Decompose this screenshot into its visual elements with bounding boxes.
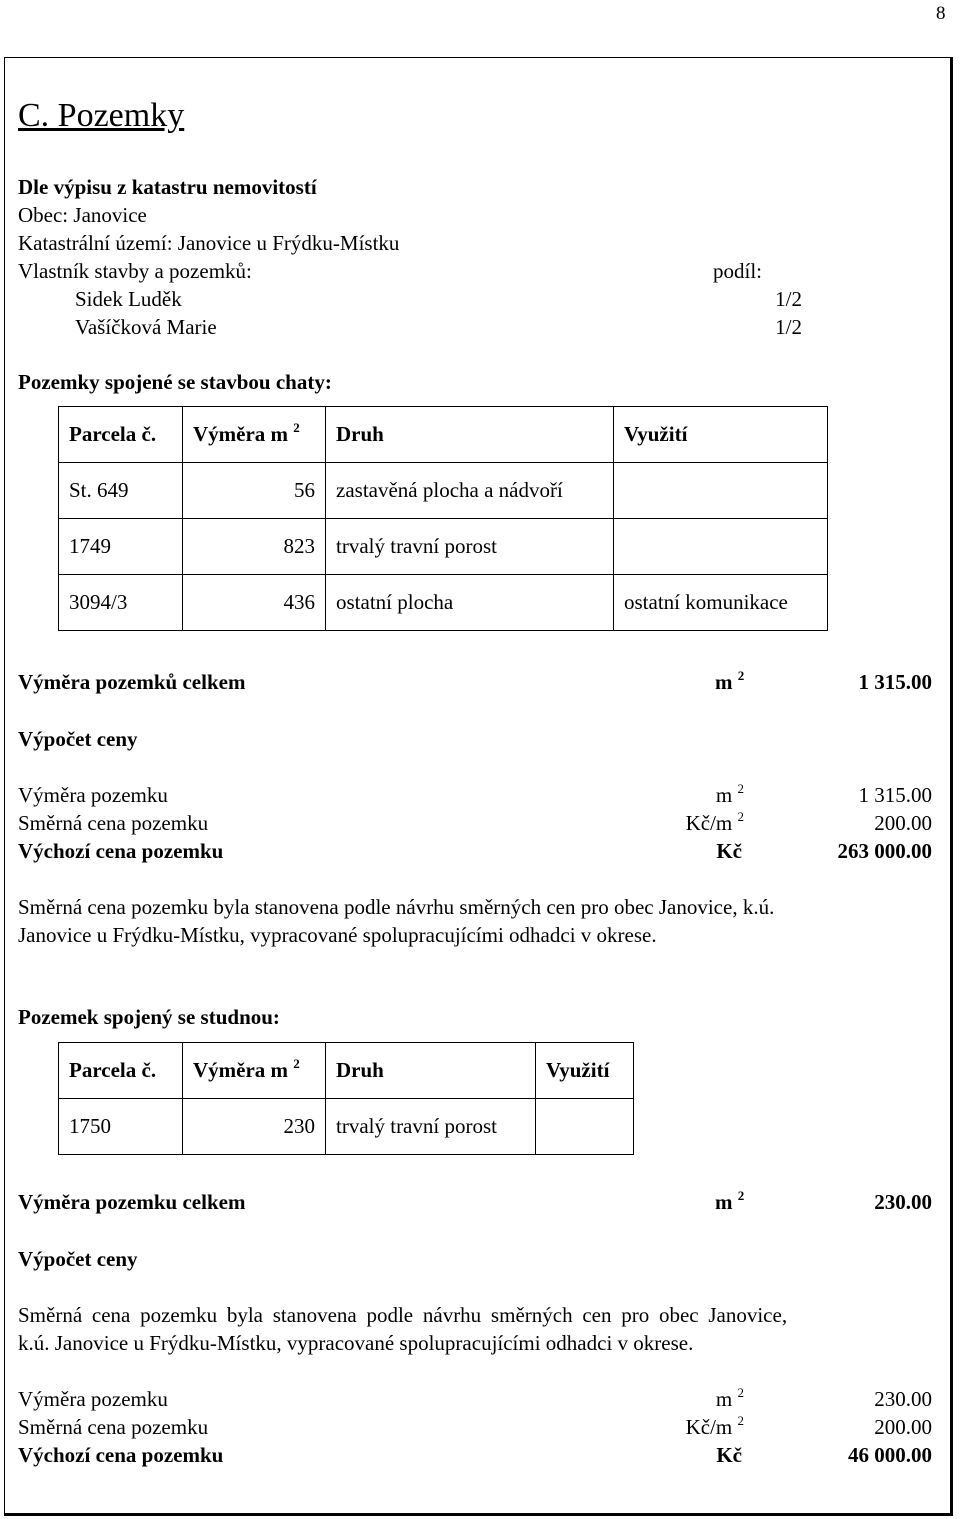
owner-label: Vlastník stavby a pozemků: bbox=[18, 259, 252, 283]
total-area-value: 1 315.00 bbox=[858, 670, 932, 694]
price-note: Směrná cena pozemku byla stanovena podle návrhu směrných cen pro obec Janovice, bbox=[18, 1303, 788, 1327]
calc-heading: Výpočet ceny bbox=[18, 727, 138, 751]
cell-vyuziti bbox=[614, 519, 828, 575]
cell-parcela: 3094/3 bbox=[59, 575, 183, 631]
table-header-row bbox=[59, 1043, 634, 1099]
calc-label: Směrná cena pozemku bbox=[18, 1415, 209, 1439]
cell-vymera: 823 bbox=[183, 519, 326, 575]
parcel-table-studna bbox=[58, 1042, 634, 1155]
col-parcela: Parcela č. bbox=[59, 407, 183, 463]
price-note: k.ú. Janovice u Frýdku-Místku, vypracované spolupracujícími odhadci v okrese. bbox=[18, 1331, 694, 1355]
section-title: C. Pozemky bbox=[18, 97, 185, 134]
table-row bbox=[59, 463, 828, 519]
cell-parcela: 1750 bbox=[59, 1099, 183, 1155]
cell-druh: trvalý travní porost bbox=[326, 519, 614, 575]
parcel-table-chata bbox=[58, 406, 828, 631]
calc-label: Výměra pozemku bbox=[18, 783, 168, 807]
cell-parcela: St. 649 bbox=[59, 463, 183, 519]
col-parcela: Parcela č. bbox=[59, 1043, 183, 1099]
price-note: Směrná cena pozemku byla stanovena podle návrhu směrných cen pro obec Janovice, k.ú. bbox=[18, 895, 775, 919]
total-area-label: Výměra pozemku celkem bbox=[18, 1190, 246, 1214]
cell-vyuziti: ostatní komunikace bbox=[614, 575, 828, 631]
total-area-unit: m $^2$ bbox=[715, 668, 745, 694]
total-area-value: 230.00 bbox=[874, 1190, 932, 1214]
calc-value: 1 315.00 bbox=[858, 783, 932, 807]
calc-value: 263 000.00 bbox=[837, 839, 932, 863]
owner-share: 1/2 bbox=[775, 287, 802, 311]
calc-unit: m $^2$ bbox=[715, 781, 744, 807]
col-vymera: Výměra m $^2$ bbox=[183, 1043, 326, 1099]
cell-vyuziti bbox=[536, 1099, 634, 1155]
table-row bbox=[59, 575, 828, 631]
calc-value: 46 000.00 bbox=[848, 1443, 932, 1467]
table-row bbox=[59, 1099, 634, 1155]
cell-vymera: 230 bbox=[183, 1099, 326, 1155]
cell-vymera: 436 bbox=[183, 575, 326, 631]
intro-obec: Obec: Janovice bbox=[18, 203, 147, 227]
share-label: podíl: bbox=[713, 259, 763, 283]
table-header-row bbox=[59, 407, 828, 463]
owner-share: 1/2 bbox=[775, 315, 802, 339]
cell-druh: ostatní plocha bbox=[326, 575, 614, 631]
col-druh: Druh bbox=[326, 1043, 536, 1099]
col-vymera: Výměra m $^2$ bbox=[183, 407, 326, 463]
calc-unit: Kč/m $^2$ bbox=[685, 809, 744, 835]
section1-heading: Pozemky spojené se stavbou chaty: bbox=[18, 370, 332, 394]
calc-label: Výchozí cena pozemku bbox=[18, 1443, 224, 1467]
owner-name: Sidek Luděk bbox=[75, 287, 182, 311]
cell-druh: trvalý travní porost bbox=[326, 1099, 536, 1155]
intro-heading: Dle výpisu z katastru nemovitostí bbox=[18, 175, 317, 199]
col-vyuziti: Využití bbox=[536, 1043, 634, 1099]
calc-value: 200.00 bbox=[874, 811, 932, 835]
calc-heading: Výpočet ceny bbox=[18, 1247, 138, 1271]
calc-unit: Kč bbox=[716, 1443, 742, 1467]
calc-unit: Kč bbox=[716, 839, 742, 863]
calc-unit: m $^2$ bbox=[715, 1385, 744, 1411]
calc-label: Výměra pozemku bbox=[18, 1387, 168, 1411]
calc-value: 200.00 bbox=[874, 1415, 932, 1439]
calc-value: 230.00 bbox=[874, 1387, 932, 1411]
section2-heading: Pozemek spojený se studnou: bbox=[18, 1005, 280, 1029]
price-note: Janovice u Frýdku-Místku, vypracované spolupracujícími odhadci v okrese. bbox=[18, 923, 657, 947]
owner-name: Vašíčková Marie bbox=[75, 315, 217, 339]
col-druh: Druh bbox=[326, 407, 614, 463]
cell-druh: zastavěná plocha a nádvoří bbox=[326, 463, 614, 519]
cell-parcela: 1749 bbox=[59, 519, 183, 575]
intro-katastr: Katastrální území: Janovice u Frýdku-Místku bbox=[18, 231, 400, 255]
calc-label: Výchozí cena pozemku bbox=[18, 839, 224, 863]
table-row bbox=[59, 519, 828, 575]
cell-vymera: 56 bbox=[183, 463, 326, 519]
calc-unit: Kč/m $^2$ bbox=[685, 1413, 744, 1439]
total-area-label: Výměra pozemků celkem bbox=[18, 670, 246, 694]
page-number: 8 bbox=[936, 3, 946, 24]
col-vyuziti: Využití bbox=[614, 407, 828, 463]
cell-vyuziti bbox=[614, 463, 828, 519]
calc-label: Směrná cena pozemku bbox=[18, 811, 209, 835]
total-area-unit: m $^2$ bbox=[715, 1188, 745, 1214]
